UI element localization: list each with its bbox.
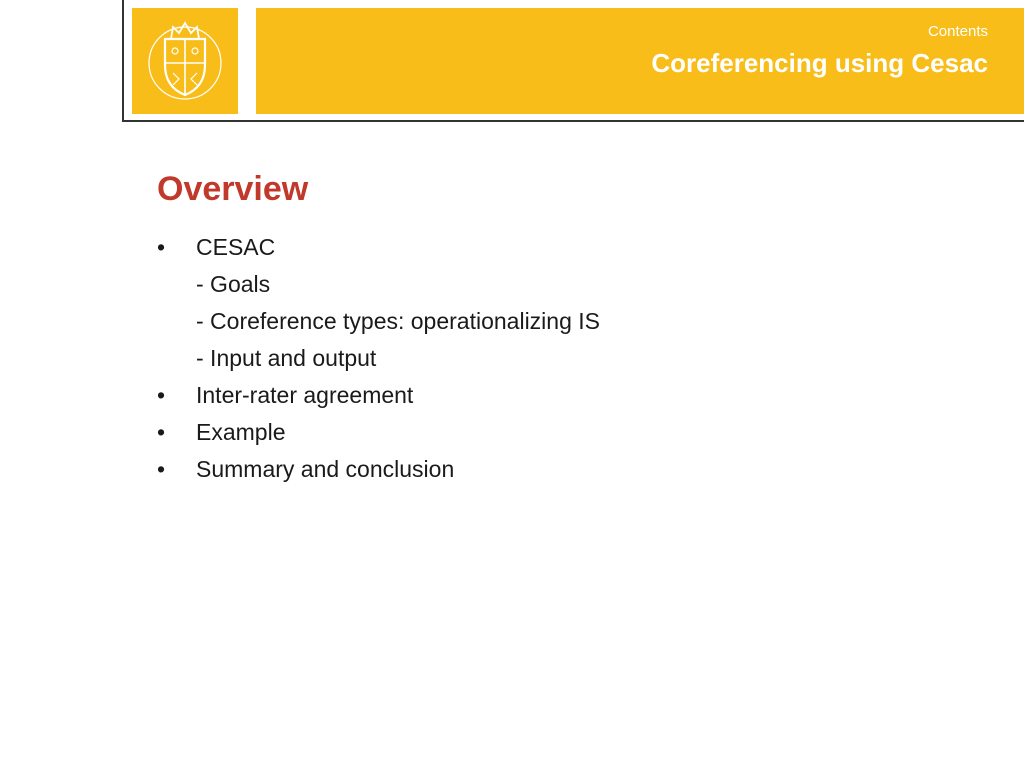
list-item — [157, 414, 977, 451]
section-label: Contents — [927, 23, 988, 40]
list-item — [157, 377, 977, 414]
list-subitem — [157, 340, 977, 377]
bullet-icon: • — [157, 419, 166, 445]
list-item-text: - Input and output — [196, 345, 377, 371]
list-item-text: Example — [196, 419, 286, 445]
university-seal-icon — [143, 17, 227, 105]
list-item-text: Inter-rater agreement — [196, 382, 414, 408]
bullet-icon: • — [157, 382, 166, 408]
presentation-title: Coreferencing using Cesac — [651, 48, 988, 78]
list-item — [157, 229, 977, 266]
header — [122, 0, 1024, 122]
list-item — [157, 451, 977, 488]
list-item-text: - Goals — [196, 271, 271, 297]
list-item-text: CESAC — [196, 234, 276, 260]
list-subitem — [157, 266, 977, 303]
list-item-text: Summary and conclusion — [196, 456, 455, 482]
overview-list — [157, 229, 977, 488]
header-title-bar — [256, 8, 1024, 114]
university-logo-box — [132, 8, 238, 114]
list-item-text: - Coreference types: operationalizing IS — [196, 308, 600, 334]
slide-heading: Overview — [157, 170, 309, 208]
bullet-icon: • — [157, 234, 166, 260]
bullet-icon: • — [157, 456, 166, 482]
list-subitem — [157, 303, 977, 340]
